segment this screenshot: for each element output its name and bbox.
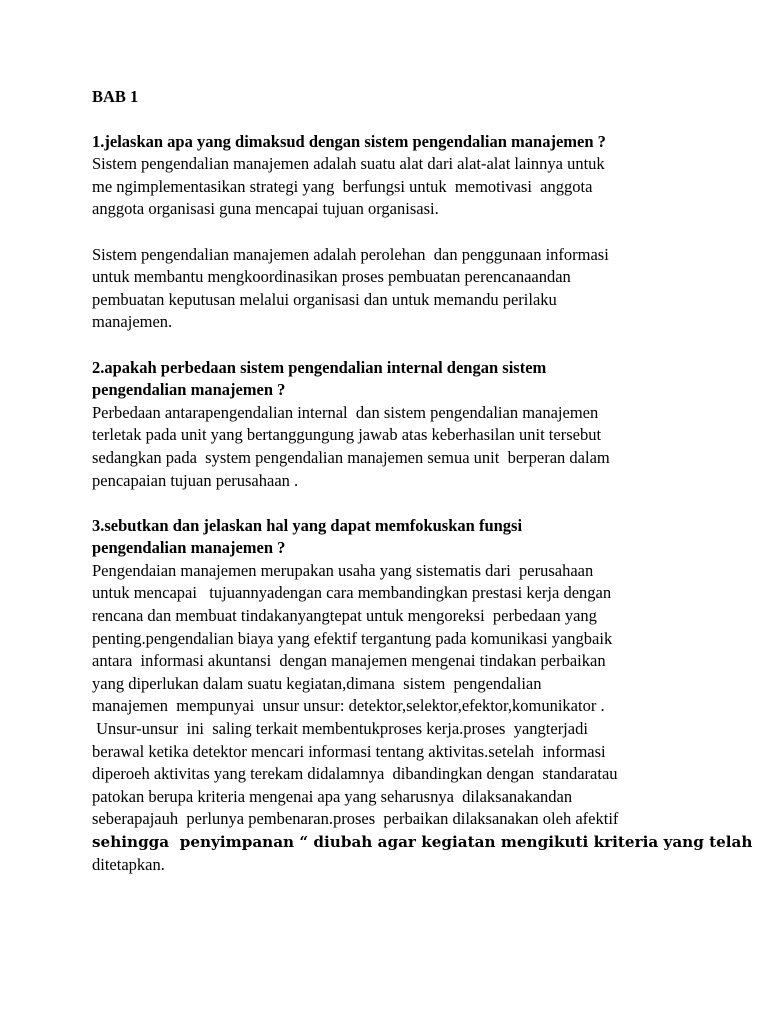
answer-1b-line: untuk membantu mengkoordinasikan proses pembuatan perencanaandan	[92, 267, 571, 287]
answer-3-line: untuk mencapai tujuannyadengan cara membandingkan prestasi kerja dengan	[92, 583, 612, 603]
answer-3-line: patokan berupa kriteria mengenai apa yang seharusnya dilaksanakandan	[92, 786, 573, 806]
answer-3-line: diperoeh aktivitas yang terekam didalamnya dibandingkan dengan standaratau	[92, 764, 618, 784]
question-3-line: pengendalian manajemen ?	[92, 538, 286, 558]
answer-1-line: anggota organisasi guna mencapai tujuan organisasi.	[92, 199, 439, 219]
answer-1-line: Sistem pengendalian manajemen adalah suatu alat dari alat-alat lainnya untuk	[92, 154, 605, 174]
section-3	[92, 515, 753, 877]
answer-2-line: terletak pada unit yang bertanggungung jawab atas keberhasilan unit tersebut	[92, 425, 602, 445]
answer-1b-line: manajemen.	[92, 312, 173, 332]
question-2-line: 2.apakah perbedaan sistem pengendalian internal dengan sistem	[92, 357, 547, 377]
answer-3-bold-line: sehingga penyimpanan “ diubah agar kegiatan mengikuti kriteria yang telah	[92, 833, 753, 851]
answer-3-line: antara informasi akuntansi dengan manajemen mengenai tindakan perbaikan	[92, 651, 606, 671]
answer-2-line: pencapaian tujuan perusahaan .	[92, 470, 299, 490]
answer-3-line: berawal ketika detektor mencari informasi tentang aktivitas.setelah informasi	[92, 741, 606, 761]
answer-3-line: rencana dan membuat tindakanyangtepat untuk mengoreksi perbedaan yang	[92, 606, 597, 626]
question-3-line: 3.sebutkan dan jelaskan hal yang dapat memfokuskan fungsi	[92, 515, 523, 535]
answer-3-line: seberapajauh perlunya pembenaran.proses perbaikan dilaksanakan oleh afektif	[92, 809, 619, 829]
answer-3-line: Pengendaian manajemen merupakan usaha yang sistematis dari perusahaan	[92, 560, 594, 580]
answer-3-line: manajemen mempunyai unsur unsur: detektor,selektor,efektor,komunikator .	[92, 696, 605, 716]
answer-1b-line: Sistem pengendalian manajemen adalah perolehan dan penggunaan informasi	[92, 244, 609, 264]
question-1: 1.jelaskan apa yang dimaksud dengan sistem pengendalian manajemen ?	[92, 131, 606, 151]
answer-3-last-line: ditetapkan.	[92, 854, 165, 874]
answer-3-line: yang diperlukan dalam suatu kegiatan,dimana sistem pengendalian	[92, 673, 542, 693]
answer-2-line: sedangkan pada system pengendalian manajemen semua unit berperan dalam	[92, 447, 610, 467]
section-1	[92, 131, 682, 334]
answer-1-line: me ngimplementasikan strategi yang berfungsi untuk memotivasi anggota	[92, 176, 593, 196]
question-2-line: pengendalian manajemen ?	[92, 380, 286, 400]
document-body	[92, 86, 753, 876]
answer-1b-line: pembuatan keputusan melalui organisasi dan untuk memandu perilaku	[92, 289, 557, 309]
answer-3-line: Unsur-unsur ini saling terkait membentukproses kerja.proses yangterjadi	[92, 719, 588, 739]
section-2	[92, 357, 682, 493]
answer-2-line: Perbedaan antarapengendalian internal dan sistem pengendalian manajemen	[92, 402, 599, 422]
chapter-title: BAB 1	[92, 87, 139, 106]
answer-3-line: penting.pengendalian biaya yang efektif tergantung pada komunikasi yangbaik	[92, 628, 613, 648]
